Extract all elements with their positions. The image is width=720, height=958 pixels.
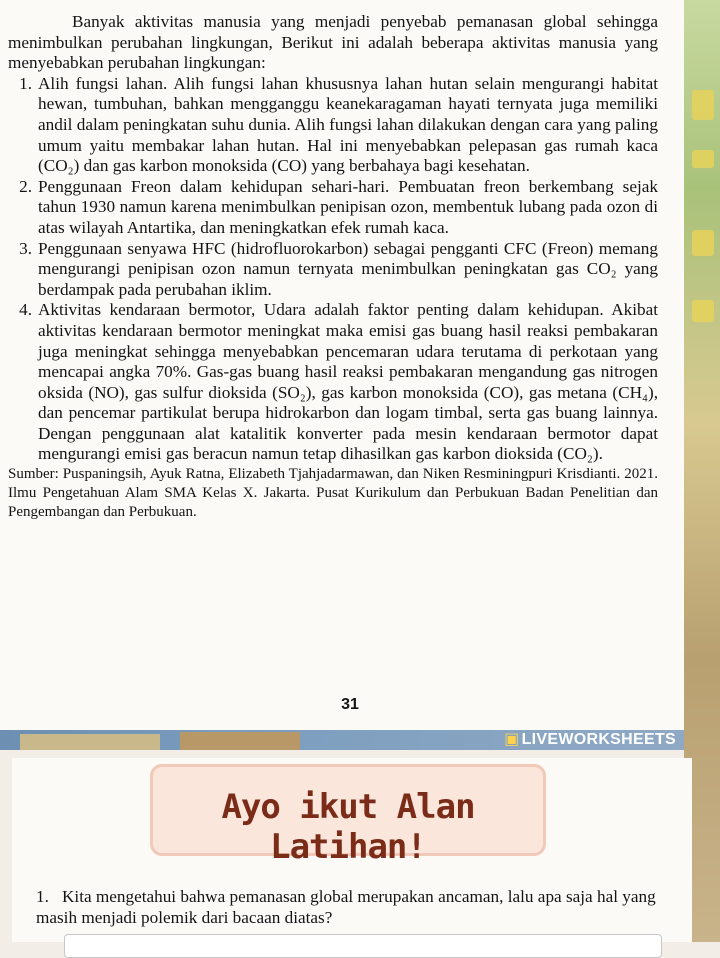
exercise-title-box — [150, 764, 546, 867]
page-number: 31 — [341, 696, 359, 713]
intro-paragraph: Banyak aktivitas manusia yang menjadi penyebab pemanasan global sehingga menimbulkan perubahan lingkungan, Berikut ini adalah beberapa aktivitas manusia yang menyebabkan perubahan lingkungan: — [8, 12, 658, 73]
list-item-text: Penggunaan senyawa HFC (hidrofluorokarbon) sebagai pengganti CFC (Freon) memang mengurangi penipisan ozon namun ternyata menimbulkan peningkatan gas CO₂ yang berdampak pada perubahan iklim. — [38, 238, 658, 299]
list-item-number: 2. — [19, 176, 32, 196]
list-item — [8, 239, 658, 301]
answer-input[interactable] — [64, 934, 662, 958]
liveworksheets-logo[interactable] — [504, 730, 676, 750]
list-item — [8, 74, 658, 177]
list-item-number: 4. — [19, 300, 32, 320]
list-item-number: 3. — [19, 238, 32, 258]
question-number: 1. — [36, 887, 49, 906]
liveworksheets-icon: ▣ — [504, 731, 520, 748]
question-text: Kita mengetahui bahwa pemanasan global merupakan ancaman, lalu apa saja hal yang masih menjadi polemik dari bacaan diatas? — [36, 887, 656, 927]
reading-text — [8, 12, 658, 522]
list-item-text: Alih fungsi lahan. Alih fungsi lahan khususnya lahan hutan selain mengurangi habitat hewan, tumbuhan, bahkan mengganggu keanekaragaman hayati ternyata juga memiliki andil dalam peningkatan suhu dunia. Alih fungsi lahan dilakukan dengan cara yang paling umum yaitu membakar lahan hutan. Hal ini menyebabkan pelepasan gas rumah kaca (CO₂) dan gas karbon monoksida (CO) yang berbahaya bagi kesehatan. — [38, 73, 658, 176]
liveworksheets-banner — [0, 730, 684, 750]
source-citation: Sumber: Puspaningsih, Ayuk Ratna, Elizabeth Tjahjadarmawan, dan Niken Resminingpuri Krisdianti. 2021. Ilmu Pengetahuan Alam SMA Kelas X. Jakarta. Pusat Kurikulum dan Perbukuan Badan Penelitian dan Pengembangan dan Perbukuan. — [8, 466, 658, 521]
exercise-title: Ayo ikut Alan Latihan! — [221, 787, 475, 867]
activity-list — [8, 74, 658, 465]
list-item-number: 1. — [19, 73, 32, 93]
list-item — [8, 300, 658, 465]
list-item-text: Penggunaan Freon dalam kehidupan sehari-hari. Pembuatan freon berkembang sejak tahun 1930 namun karena menimbulkan penipisan ozon, membentuk lubang pada ozon di atas wilayah Antartika, dan meningkatkan efek rumah kaca. — [38, 176, 658, 237]
list-item — [8, 177, 658, 239]
list-item-text: Aktivitas kendaraan bermotor, Udara adalah faktor penting dalam kehidupan. Akibat aktivitas kendaraan bermotor meningkat maka emisi gas buang hasil reaksi pembakaran juga meningkat sehingga menyebabkan pencemaran udara terutama di perkotaan yang mencapai angka 70%. Gas-gas buang hasil reaksi pembakaran mengandung gas nitrogen oksida (NO), gas sulfur dioksida (SO₂), gas karbon monoksida (CO), gas metana (CH₄), dan pencemar partikulat berupa hidrokarbon dan logam timbal, serta gas buang lainnya. Dengan penggunaan alat katalitik konverter pada mesin kendaraan bermotor dapat mengurangi emisi gas beracun namun tetap dihasilkan gas karbon dioksida (CO₂). — [38, 300, 658, 464]
question-1 — [36, 886, 666, 928]
liveworksheets-label: LIVEWORKSHEETS — [521, 731, 676, 748]
